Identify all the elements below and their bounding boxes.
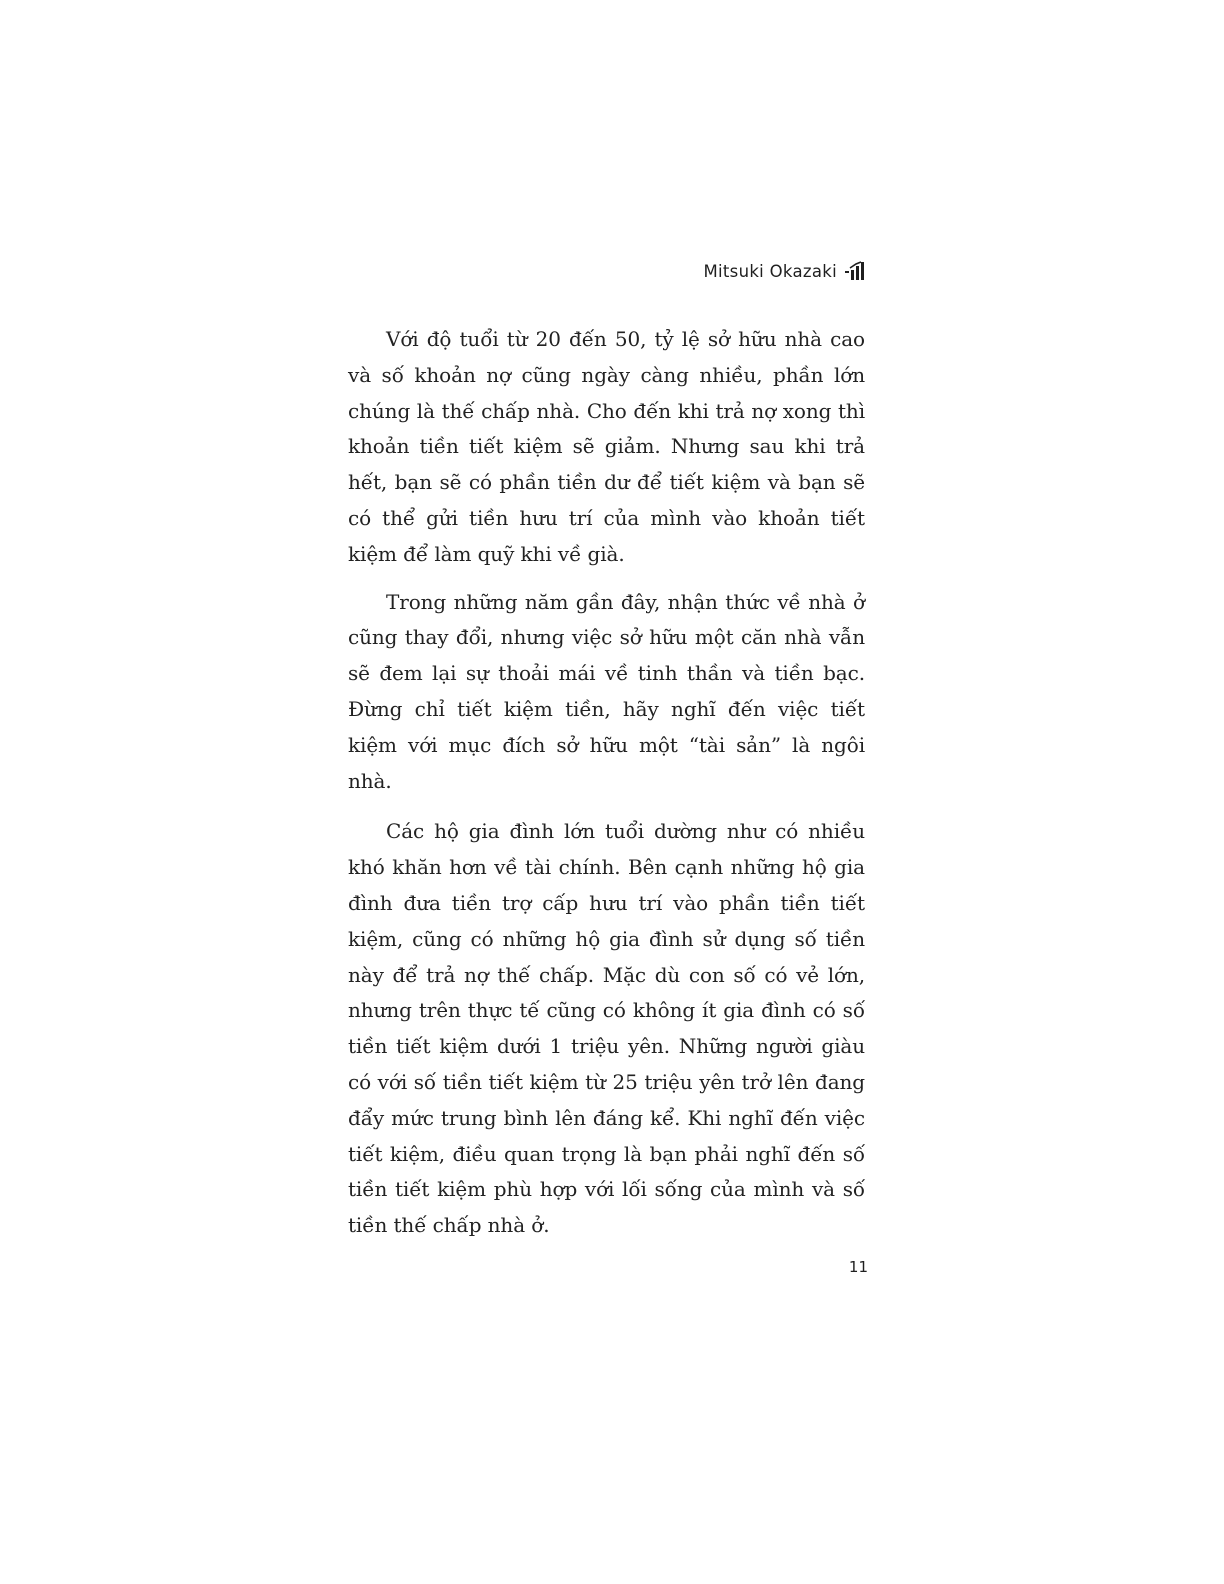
paragraph-1: Với độ tuổi từ 20 đến 50, tỷ lệ sở hữu nhà cao và số khoản nợ cũng ngày càng nhiều, phần lớn chúng là thế chấp nhà. Cho đến khi trả nợ xong thì khoản tiền tiết kiệm sẽ giảm. Nhưng sau khi trả hết, bạn sẽ có phần tiền dư để tiết kiệm và bạn sẽ có thể gửi tiền hưu trí của mình vào khoản tiết kiệm để làm quỹ khi về già. bbox=[348, 327, 865, 566]
author-name: Mitsuki Okazaki bbox=[703, 261, 837, 281]
page-number: 11 bbox=[848, 1258, 868, 1276]
running-header bbox=[600, 257, 865, 285]
paragraph-3: Các hộ gia đình lớn tuổi dường như có nhiều khó khăn hơn về tài chính. Bên cạnh những hộ gia đình đưa tiền trợ cấp hưu trí vào phần tiền tiết kiệm, cũng có những hộ gia đình sử dụng số tiền này để trả nợ thế chấp. Mặc dù con số có vẻ lớn, nhưng trên thực tế cũng có không ít gia đình có số tiền tiết kiệm dưới 1 triệu yên. Những người giàu có với số tiền tiết kiệm từ 25 triệu yên trở lên đang đẩy mức trung bình lên đáng kể. Khi nghĩ đến việc tiết kiệm, điều quan trọng là bạn phải nghĩ đến số tiền tiết kiệm phù hợp với lối sống của mình và số tiền thế chấp nhà ở. bbox=[348, 819, 865, 1238]
paragraph-2: Trong những năm gần đây, nhận thức về nhà ở cũng thay đổi, nhưng việc sở hữu một căn nhà vẫn sẽ đem lại sự thoải mái về tinh thần và tiền bạc. Đừng chỉ tiết kiệm tiền, hãy nghĩ đến việc tiết kiệm với mục đích sở hữu một “tài sản” là ngôi nhà. bbox=[348, 589, 865, 793]
bar-chart-logo-icon bbox=[845, 261, 865, 281]
body-text bbox=[348, 322, 865, 1244]
